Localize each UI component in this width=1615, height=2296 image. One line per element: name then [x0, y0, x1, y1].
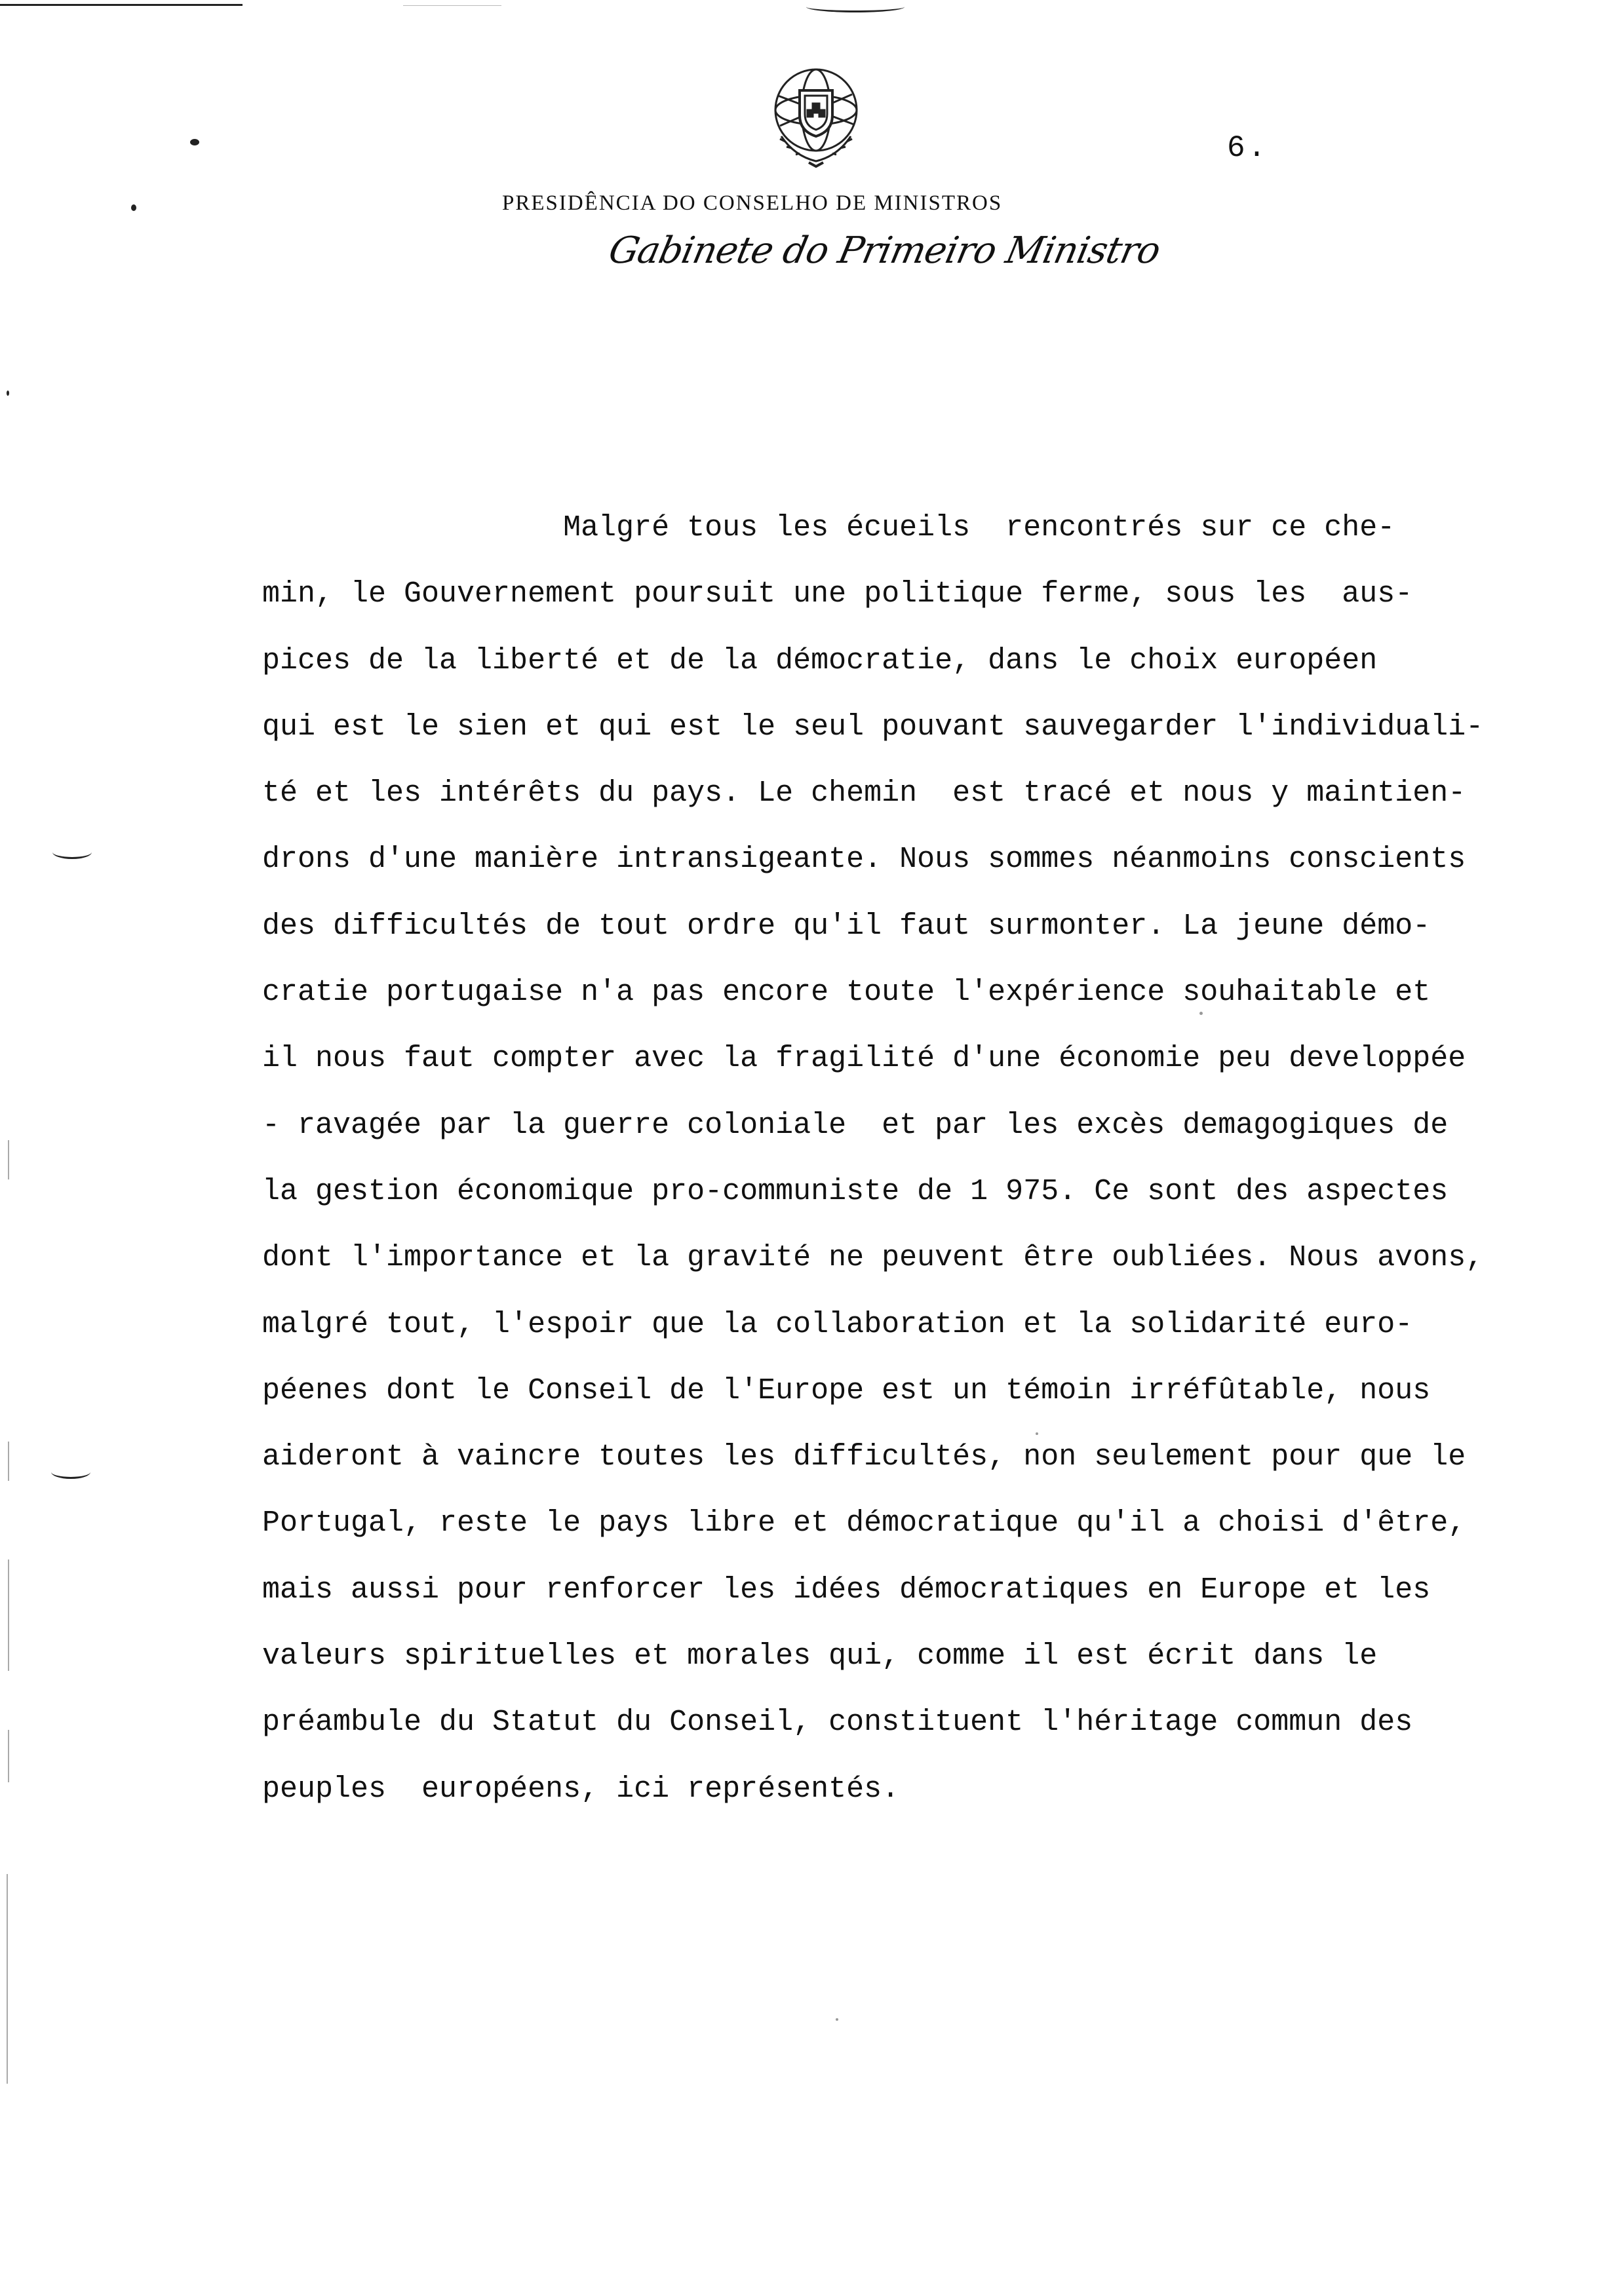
text-line: il nous faut compter avec la fragilité d'une économie peu developpée	[262, 1042, 1466, 1076]
text-line: des difficultés de tout ordre qu'il faut surmonter. La jeune démo-	[262, 909, 1431, 943]
scan-edge-rule	[0, 4, 243, 6]
text-line: qui est le sien et qui est le seul pouvant sauvegarder l'individuali-	[262, 710, 1484, 744]
office-title: PRESIDÊNCIA DO CONSELHO DE MINISTROS	[502, 191, 1003, 215]
text-line: Portugal, reste le pays libre et démocratique qu'il a choisi d'être,	[262, 1506, 1466, 1540]
scan-margin-dash	[8, 1559, 9, 1671]
page-number: 6.	[1227, 131, 1269, 165]
text-line: pices de la liberté et de la démocratie, dans le choix européen	[262, 643, 1378, 678]
text-line: péenes dont le Conseil de l'Europe est un témoin irréfûtable, nous	[262, 1373, 1431, 1407]
scan-margin-dash	[8, 1442, 9, 1481]
text-line: drons d'une manière intransigeante. Nous sommes néanmoins conscients	[262, 843, 1466, 877]
scan-margin-arc	[51, 1465, 90, 1479]
text-line: té et les intérêts du pays. Le chemin est tracé et nous y maintien-	[262, 776, 1466, 811]
text-line: aideront à vaincre toutes les difficultés, non seulement pour que le	[262, 1440, 1466, 1474]
scan-mark	[7, 391, 9, 396]
text-line: dont l'importance et la gravité ne peuvent être oubliées. Nous avons,	[262, 1241, 1484, 1275]
text-line: mais aussi pour renforcer les idées démocratiques en Europe et les	[262, 1573, 1431, 1607]
scan-edge-arc	[806, 1, 905, 12]
scan-edge-rule-faint	[403, 5, 501, 6]
speech-body	[262, 495, 1599, 1822]
coat-of-arms-seal	[762, 58, 870, 169]
text-line: - ravagée par la guerre coloniale et par les excès demagogiques de	[262, 1108, 1449, 1142]
text-line: malgré tout, l'espoir que la collaboration et la solidarité euro-	[262, 1307, 1413, 1341]
text-line: la gestion économique pro-communiste de 1 975. Ce sont des aspectes	[262, 1174, 1449, 1208]
scan-mark	[190, 139, 199, 145]
text-line: Malgré tous les écueils rencontrés sur ce che-	[262, 511, 1395, 545]
scan-speck	[836, 2018, 838, 2021]
scan-margin-dash	[8, 1140, 9, 1179]
scan-margin-arc	[52, 845, 92, 859]
text-line: valeurs spirituelles et morales qui, comme il est écrit dans le	[262, 1639, 1378, 1674]
text-line: préambule du Statut du Conseil, constituent l'héritage commun des	[262, 1706, 1413, 1740]
scan-margin-dash	[7, 1874, 8, 2084]
scan-margin-dash	[8, 1730, 9, 1782]
text-line: cratie portugaise n'a pas encore toute l'expérience souhaitable et	[262, 976, 1431, 1010]
text-line: peuples européens, ici représentés.	[262, 1772, 900, 1806]
cabinet-signature-title: Gabinete do Primeiro Ministro	[605, 229, 1164, 272]
text-line: min, le Gouvernement poursuit une politique ferme, sous les aus-	[262, 577, 1413, 611]
scan-mark	[131, 204, 136, 211]
